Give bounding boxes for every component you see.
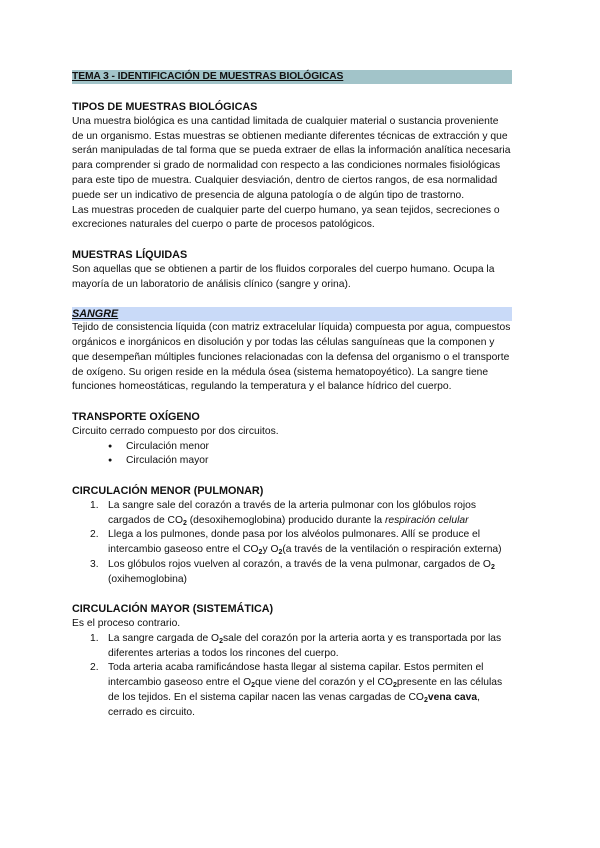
list-item: ● Circulación mayor xyxy=(108,454,512,469)
paragraph-transporte: Circuito cerrado compuesto por dos circuitos. xyxy=(72,425,279,437)
paragraph-tipos-1: Una muestra biológica es una cantidad limitada de cualquier material o sustancia proveniente de un organismo. Estas muestras se obtienen mediante diferentes técnicas de extracción y que serán manipuladas de tal forma que se pueda extraer de ellas la información analítica necesaria para comprender si grado de normalidad con respecto a las condiciones normales fisiológicas para este tipo de muestra. Cualquier desviación, dentro de ciertos rangos, de esa normalidad puede ser un indicativo de presencia de alguna patología o de algún tipo de trastorno. xyxy=(72,115,511,201)
heading-mayor: CIRCULACIÓN MAYOR (SISTEMÁTICA) xyxy=(72,603,274,616)
paragraph-liquidas: Son aquellas que se obtienen a partir de los fluidos corporales del cuerpo humano. Ocupa la mayoría de un laboratorio de análisis clínico (sangre y orina). xyxy=(72,263,495,290)
list-item: ● Circulación menor xyxy=(108,440,512,455)
sangre-highlight xyxy=(72,307,512,321)
heading-tipos: TIPOS DE MUESTRAS BIOLÓGICAS xyxy=(72,101,258,113)
numbered-list-mayor xyxy=(72,632,512,721)
list-item: 3. Los glóbulos rojos vuelven al corazón, a través de la vena pulmonar, cargados de $O_2$ (oxihemoglobina) xyxy=(90,558,495,585)
paragraph-sangre: Tejido de consistencia líquida (con matriz extracelular líquida) compuesta por agua, compuestos orgánicos e inorgánicos en disolución y por todas las células sanguíneas que la componen y que desempeñan múltiples funciones relacionadas con la defensa del organismo o el transporte de oxígeno. Su origen reside en la médula ósea (sistema hematopoyético). La sangre tiene funciones homeostáticas, regulando la temperatura y el balance hídrico del cuerpo. xyxy=(72,322,511,393)
heading-sangre: SANGRE xyxy=(72,308,119,321)
list-item: 1. La sangre cargada de $O_2sale$ del corazón por la arteria aorta y es transportada por las diferentes arterias a todos los rincones del cuerpo. xyxy=(90,632,502,659)
heading-menor: CIRCULACIÓN MENOR (PULMONAR) xyxy=(72,484,264,497)
list-item: 2. Toda arteria acaba ramificándose hasta llegar al sistema capilar. Estos permiten el intercambio gaseoso entre el $O_2que$ viene del corazón y el $CO_2presente$ en las células de los tejidos. En el sistema capilar nacen las venas cargadas de $CO_2vena$ cava, cerrado es circuito. xyxy=(90,662,503,718)
list-item: 2. Llega a los pulmones, donde pasa por los alvéolos pulmonares. Allí se produce el intercambio gaseoso entre el $CO_2y$ $O_2(a$ través de la ventilación o respiración externa) xyxy=(90,529,502,557)
paragraph-tipos-2: Las muestras proceden de cualquier parte del cuerpo humano, ya sean tejidos, secreciones o excreciones naturales del cuerpo o parte de procesos patológicos. xyxy=(72,204,500,231)
heading-transporte: TRANSPORTE OXÍGENO xyxy=(72,410,200,423)
document-page xyxy=(72,70,512,721)
list-item: 1. La sangre sale del corazón a través de la arteria pulmonar con los glóbulos rojos cargados de $CO_2$ (desoxihemoglobina) producido durante la respiración celular xyxy=(90,499,477,527)
bullet-list-circuitos xyxy=(72,440,512,470)
title-highlight xyxy=(72,70,512,84)
document-title: TEMA 3 - IDENTIFICACIÓN DE MUESTRAS BIOLÓGICAS xyxy=(72,71,344,82)
heading-liquidas: MUESTRAS LÍQUIDAS xyxy=(72,248,188,261)
numbered-list-menor xyxy=(72,499,512,588)
paragraph-mayor: Es el proceso contrario. xyxy=(72,618,181,630)
